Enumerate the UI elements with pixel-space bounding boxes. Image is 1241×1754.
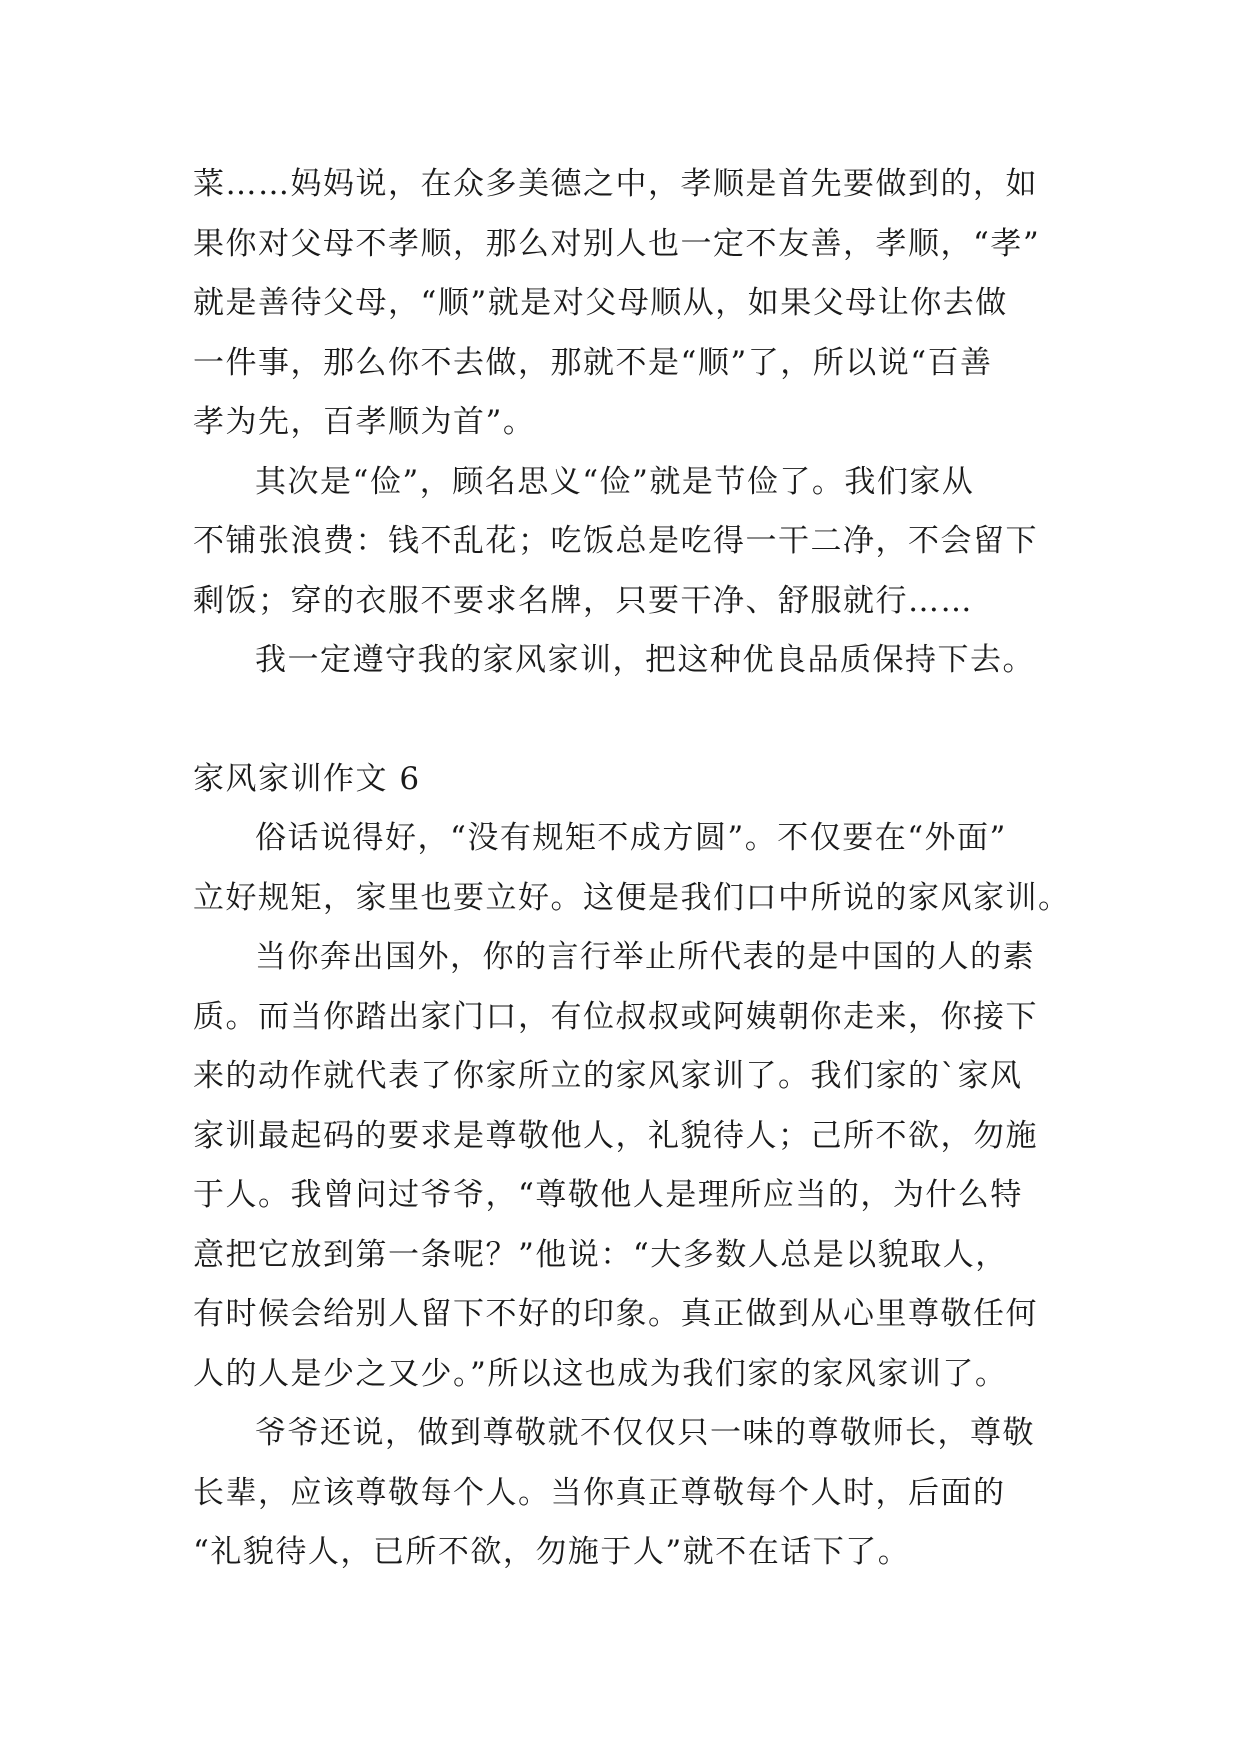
text-line: “礼貌待人，已所不欲，勿施于人”就不在话下了。 bbox=[193, 1534, 911, 1570]
text-line: 其次是“俭”，顾名思义“俭”就是节俭了。我们家从 bbox=[255, 463, 975, 500]
text-line: 家训最起码的要求是尊敬他人，礼貌待人；己所不欲，勿施 bbox=[193, 1117, 1038, 1154]
text-line: 剩饭；穿的衣服不要求名牌，只要干净、舒服就行…… bbox=[193, 582, 973, 619]
text-line: 立好规矩，家里也要立好。这便是我们口中所说的家风家训。 bbox=[193, 879, 1071, 916]
text-line: 当你奔出国外，你的言行举止所代表的是中国的人的素 bbox=[255, 939, 1035, 975]
text-line: 来的动作就代表了你家所立的家风家训了。我们家的`家风 bbox=[193, 1058, 1023, 1094]
document-body bbox=[193, 155, 1071, 1583]
text-line: 不铺张浪费：钱不乱花；吃饭总是吃得一干二净，不会留下 bbox=[193, 523, 1038, 559]
text-line: 俗话说得好，“没有规矩不成方圆”。不仅要在“外面” bbox=[255, 820, 1007, 856]
section-title-text: 家风家训作文 6 bbox=[193, 760, 421, 797]
text-line: 长辈，应该尊敬每个人。当你真正尊敬每个人时，后面的 bbox=[193, 1474, 1006, 1511]
text-line: 人的人是少之又少。”所以这也成为我们家的家风家训了。 bbox=[193, 1355, 1008, 1392]
section-title bbox=[193, 750, 1053, 810]
text-line: 质。而当你踏出家门口，有位叔叔或阿姨朝你走来，你接下 bbox=[193, 998, 1038, 1035]
paragraph bbox=[193, 155, 1053, 453]
text-line: 就是善待父母，“顺”就是对父母顺从，如果父母让你去做 bbox=[193, 285, 1008, 321]
text-line: 有时候会给别人留下不好的印象。真正做到从心里尊敬任何 bbox=[193, 1296, 1038, 1332]
paragraph bbox=[193, 631, 1053, 691]
text-line: 我一定遵守我的家风家训，把这种优良品质保持下去。 bbox=[255, 642, 1035, 678]
text-line: 一件事，那么你不去做，那就不是“顺”了，所以说“百善 bbox=[193, 344, 993, 381]
paragraph bbox=[193, 928, 1053, 1404]
paragraph bbox=[193, 453, 1053, 632]
paragraph bbox=[193, 809, 1071, 928]
text-line: 孝为先，百孝顺为首”。 bbox=[193, 404, 536, 440]
paragraph bbox=[193, 1404, 1053, 1583]
text-line: 于人。我曾问过爷爷，“尊敬他人是理所应当的，为什么特 bbox=[193, 1177, 1023, 1213]
text-line: 果你对父母不孝顺，那么对别人也一定不友善，孝顺，“孝” bbox=[193, 225, 1041, 262]
text-line: 意把它放到第一条呢？”他说：“大多数人总是以貌取人， bbox=[193, 1236, 1008, 1273]
text-line: 爷爷还说，做到尊敬就不仅仅只一味的尊敬师长，尊敬 bbox=[255, 1415, 1035, 1451]
text-line: 菜……妈妈说，在众多美德之中，孝顺是首先要做到的，如 bbox=[193, 166, 1038, 202]
